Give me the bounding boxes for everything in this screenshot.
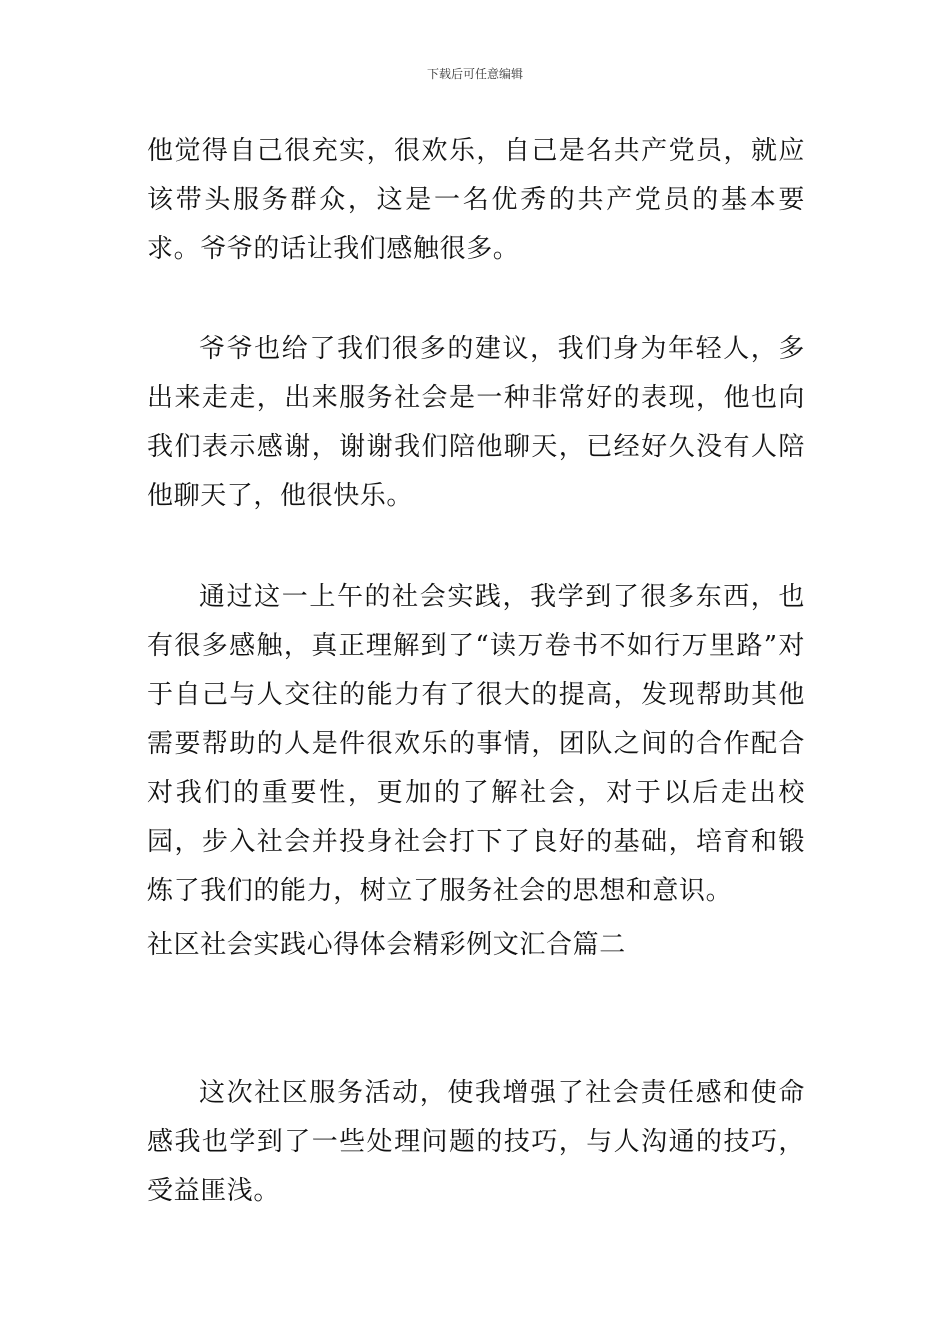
paragraph-1: 他觉得自己很充实，很欢乐，自己是名共产党员，就应该带头服务群众，这是一名优秀的共产党员的基本要求。爷爷的话让我们感触很多。 — [147, 136, 805, 264]
section-heading: 社区社会实践心得体会精彩例文汇合篇二 — [147, 930, 626, 960]
paragraph-3: 通过这一上午的社会实践，我学到了很多东西，也有很多感触，真正理解到了“读万卷书不如行万里路”对于自己与人交往的能力有了很大的提高，发现帮助其他需要帮助的人是件很欢乐的事情，团队之间的合作配合对我们的重要性，更加的了解社会，对于以后走出校园，步入社会并投身社会打下了良好的基础，培育和锻炼了我们的能力，树立了服务社会的思想和意识。 — [147, 582, 805, 906]
page-header: 下载后可任意编辑 — [426, 67, 523, 81]
paragraph-2: 爷爷也给了我们很多的建议，我们身为年轻人，多出来走走，出来服务社会是一种非常好的表现，他也向我们表示感谢，谢谢我们陪他聊天，已经好久没有人陪他聊天了，他很快乐。 — [147, 334, 805, 511]
paragraph-4: 这次社区服务活动，使我增强了社会责任感和使命感我也学到了一些处理问题的技巧，与人沟通的技巧，受益匪浅。 — [147, 1078, 805, 1206]
